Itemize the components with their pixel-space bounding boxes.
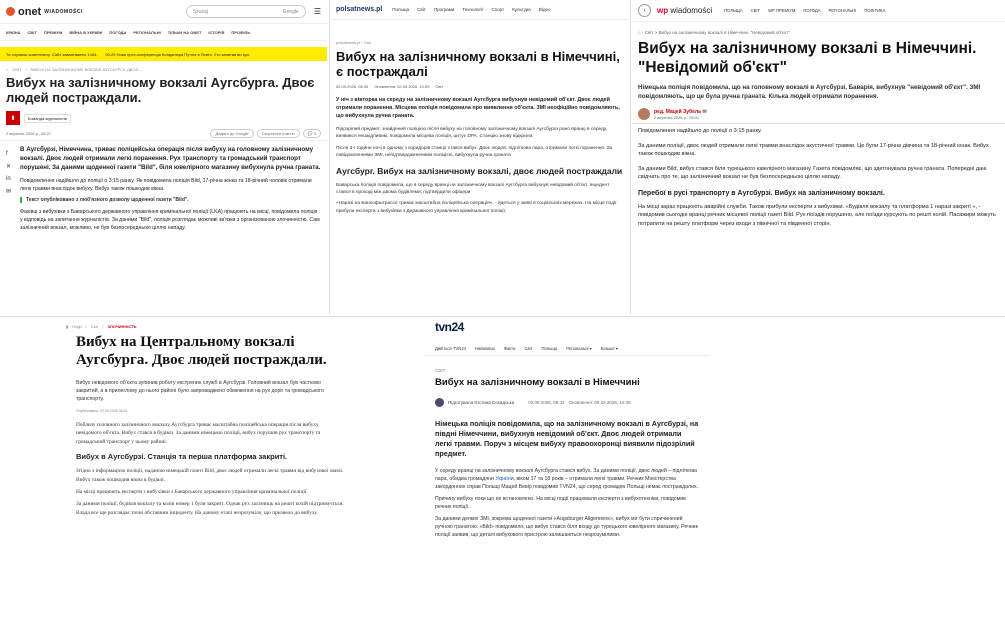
paragraph: Повідомлення надійшло до поліції о 3:15 ранку.: [638, 128, 762, 134]
serif-article-panel: [60, 318, 360, 620]
divider: [0, 316, 1005, 317]
polsat-logo[interactable]: polsatnews.pl: [336, 6, 383, 13]
comments-button[interactable]: 💬 3: [303, 129, 321, 138]
nav-item[interactable]: Найновіші: [475, 346, 495, 351]
x-icon[interactable]: ✕: [6, 164, 12, 170]
article-title: Вибух на залізничному вокзалі в Німеччині: [435, 377, 640, 388]
paragraph: За даними деяких ЗМІ, зокрема щоденної газети «Augsburger Allgemeine», вибух міг бути спричинений ручною гранатою. «Bild» повідомило, що вибух стався біля входу до турецького ювелірного магазину. Речник поліції заявив, що деталі вибухового пристрою залишаються незрозумілими.: [435, 516, 698, 538]
ukraine-link[interactable]: України: [495, 476, 514, 482]
onet-article-panel: [0, 0, 327, 314]
news-ticker[interactable]: Ти слухаєш коментатор. Сайт завантажено 1444. 00:25 Нова прес-конференція Бонданюра Путіна в Пекіні. Хто запитав ви про: [0, 47, 327, 61]
divider: [329, 0, 330, 314]
back-arrow-icon[interactable]: ‹: [638, 4, 651, 17]
onet-logo-icon: [6, 7, 15, 16]
publish-date: 2 вересня 2026 р., 06:27: [6, 131, 52, 136]
paragraph: Повідомлення надійшло до поліції о 3:15 ранку. Як повідомила поліція Bild, 17-річна жінка та 18-річний чоловік отримали легкі травми внаслідок вибуху. Вибух також пошкодив вікна.: [20, 178, 312, 192]
tvn24-logo[interactable]: tvn24: [435, 320, 464, 334]
nav-item[interactable]: WP ПРЕМІУМ: [768, 8, 796, 13]
source-note: Текст опубліковано з люб'язного дозволу щоденної газети "Bild".: [20, 197, 321, 203]
paragraph: У середу вранці на залізничному вокзалі Аугсбурга стався вибух. За даними поліції, двоє людей – підліткова пара, обидва громадяни України, віком 17 та 18 років – отримали легкі травми. Речник Міністерства закордонних справ Польщі Мацей Вевір повідомив TVN24, що серед громадян Польщі немає постраждалих.: [435, 468, 699, 490]
nav-item[interactable]: СВІТ: [27, 29, 37, 35]
onet-header: [0, 0, 327, 24]
paragraph: Причину вибуху поки що не встановлено. На місці події працювали експерти з вибухотехніки, повідомив речник поліції.: [435, 496, 686, 510]
nav-item[interactable]: ПРОФІЛЬ: [231, 29, 251, 35]
nav-item[interactable]: Технології: [462, 7, 484, 12]
article-meta: [0, 127, 327, 141]
nav-item[interactable]: ІСТОРІЯ: [208, 29, 225, 35]
author-name[interactable]: Підготувала Юстина Сохадська: [448, 400, 515, 405]
avatar: [638, 108, 650, 120]
article-title: Вибух на залізничному вокзалі в Німеччині. "Невідомий об'єкт": [638, 40, 977, 76]
article-lead: Вибух невідомого об'єкта зупинив роботу екстрених служб в Аугсбурзі. Головний вокзал був частково закритий, а в прилеглому до нього районі було запроваджено обмеження на рух доріг та громадського транспорту.: [76, 380, 324, 402]
breadcrumb: ⌂ СВІТ › ВИБУХ НА ЗАЛІЗНИЧНОМУ ВОКЗАЛІ АУГСБУРГА. ДВОЄ...: [6, 67, 142, 72]
nav-item[interactable]: ПОЛЬЩА: [724, 8, 743, 13]
wp-logo[interactable]: wp wiadomości: [657, 6, 713, 15]
nav-item[interactable]: ВІЙНА В УКРАЇНІ: [69, 29, 103, 35]
nav-item[interactable]: Світ: [524, 346, 533, 351]
paragraph: На місці зараз працюють аварійні служби. Також прибули експерти з вибухівки. «Будівля вокзалу та платформа 1 наразі закриті », - повідомив сьогодні вранці речник місцевої поліції газеті Bild. Рух поїздів порушено, але поїзди курсують по решті колій. Пасажири можуть потрапити на решту платформ через входи з північної та південної сторін.: [638, 203, 996, 227]
nav-item[interactable]: Спорт: [491, 7, 505, 12]
nav-item[interactable]: ПОЛІТИКА: [864, 8, 886, 13]
nav-item[interactable]: ПОГОДА: [109, 29, 127, 35]
breadcrumb: ⌂ › Світ > Вибух на залізничному вокзалі в Німеччині. "Невідомий об'єкт": [638, 30, 790, 35]
publish-date: 2 вересня 2026 р., 05:41: [654, 114, 700, 120]
publish-date: Опубліковано: 02.09.2026 06:15: [76, 409, 128, 413]
section-heading: Перебої в русі транспорту в Аугсбурзі. Вибух на залізничному вокзалі.: [638, 189, 885, 197]
nav-item[interactable]: Програми: [433, 7, 455, 12]
author-name[interactable]: Команда журналістів: [24, 114, 71, 123]
lock-icon: ▮: [66, 324, 69, 329]
paragraph: Після 3-ї години ночі в одному з коридорів станції стався вибух. Двоє людей, підліткова пара, отримали легкі поранення. За повідомленнями ЗМІ, непідтверджененими поліцією, вибухнула ручна граната: [336, 145, 613, 159]
nav-item[interactable]: Факти: [503, 346, 516, 351]
google-label: Google: [282, 8, 299, 15]
nav-item[interactable]: Відео: [538, 7, 551, 12]
menu-icon[interactable]: ☰: [313, 7, 321, 16]
tag-link[interactable]: Світ: [435, 84, 444, 89]
breadcrumb[interactable]: polsatnews.pl / Світ: [336, 40, 372, 45]
polsat-header: [332, 0, 628, 20]
onet-nav: [0, 24, 327, 41]
paragraph: Згідно з інформацією поліції, наданою німецькій газеті Bild, двоє людей отримали легкі травми від вибухової хвилі. Вибух також пошкодив вікна в будівлі.: [76, 468, 344, 483]
nav-item[interactable]: Культура: [512, 7, 531, 12]
nav-item[interactable]: РЕГІОНАЛЬНІ: [133, 29, 161, 35]
author-badge-icon: ▮: [6, 111, 20, 125]
paragraph: «Наразі на Банхофштрассе триває масштабна поліцейська операція», - йдеться у заяві в соціальних мережах. На місце події прибули експерти з вибухівки з Державного управління кримінальної поліції.: [336, 201, 617, 214]
section-heading: Аугсбург. Вибух на залізничному вокзалі, двоє людей постраждали: [336, 165, 623, 176]
nav-item[interactable]: Більше ▾: [600, 346, 618, 351]
author-name[interactable]: ред. Мацей Зубель ✉: [654, 108, 707, 115]
article-lead: У ніч з вівторка на середу на залізничному вокзалі Аугсбурга вибухнув невідомий об'єкт. Двоє людей отримали поранення. Місцева поліція повідомила про виявлення об'єкта. ЗМІ неофіційно повідомляють, що вибухнула ручна граната.: [336, 97, 620, 119]
avatar: [435, 398, 444, 407]
article-meta: 02.09.2026, 06:35 Оновлення: 02.09.2026, 10:59 Світ: [336, 84, 444, 89]
search-input[interactable]: Szukaj Google: [186, 5, 306, 18]
divider: [630, 0, 631, 314]
section-label[interactable]: СВІТ: [435, 368, 446, 373]
breadcrumb: ▮ Події / Світ / ЗЛОЧИННІСТЬ: [66, 324, 137, 329]
nav-item[interactable]: РЕГІОНАЛЬНІ: [828, 8, 857, 13]
nav-item[interactable]: ПОГОДА: [803, 8, 821, 13]
tvn-nav: [425, 336, 710, 356]
email-icon[interactable]: ✉: [6, 189, 12, 195]
add-to-google-button[interactable]: Додати до Google: [210, 129, 253, 138]
author-row: [632, 105, 1005, 124]
nav-item[interactable]: Регіональні ▾: [566, 346, 592, 351]
shorten-article-button[interactable]: Скоротити статтю: [257, 129, 300, 138]
nav-item[interactable]: Польща: [392, 7, 410, 12]
nav-item[interactable]: ПРЕМІУМ: [43, 29, 63, 35]
onet-logo[interactable]: onet WIADOMOŚCI: [6, 6, 83, 18]
tvn24-article-panel: [425, 318, 710, 620]
section-heading: Вибух в Аугсбурзі. Станція та перша платформа закриті.: [76, 452, 288, 462]
article-title: Вибух на залізничному вокзалі Аугсбурга. Двоє людей постраждали.: [6, 75, 315, 105]
nav-item[interactable]: КРАЇНА: [6, 29, 21, 35]
wp-nav: [724, 8, 885, 13]
article-title: Вибух на Центральному вокзалі Аугсбурга. Двоє людей постраждали.: [76, 334, 327, 368]
paragraph: Баварська поліція повідомила, що в середу вранці на залізничному вокзалі Аугсбурга вибухнув невідомий об'єкт. Інцидент стався в проході між двома будівлями; підтвердили офіцери: [336, 182, 610, 196]
paragraph: На місці працюють експерти з вибухівки з Баварського державного управління кримінальної поліції.: [76, 489, 308, 496]
social-share: [6, 145, 14, 236]
article-lead: В Аугсбурзі, Німеччина, триває поліцейська операція після вибуху на головному залізничному вокзалі. Двоє людей отримали легкі поранення. Рух транспорту та громадський транспорт порушені. За даними щоденної газети "Bild", біля ювелірного магазину вибухнула ручна граната.: [20, 146, 321, 171]
article-title: Вибух на залізничному вокзалі в Німеччині, є постраждалі: [336, 49, 620, 79]
facebook-icon[interactable]: f: [6, 151, 8, 157]
wp-header: [632, 0, 1005, 22]
article-lead: Німецька поліція повідомила, що на залізничному вокзалі в Аугсбурзі, на півдні Німеччини, вибухнув невідомий об'єкт. Двоє людей отримали легкі травми. Поруч з місцем вибуху правоохоронці виявили підозрілий предмет.: [435, 419, 699, 458]
paragraph: За даними поліції, двоє людей отримали легкі травми внаслідок акустичної травми. Це були 17-річна дівчина та 18-річний юнак. Вибух також пошкодив вікна.: [638, 142, 989, 157]
nav-item[interactable]: СВІТ: [750, 8, 761, 13]
wp-article-panel: [632, 0, 1005, 314]
home-icon[interactable]: ⌂ ›: [638, 30, 645, 35]
author-row: [0, 109, 327, 127]
nav-item[interactable]: Світ: [417, 7, 426, 12]
mail-icon[interactable]: ✉: [702, 108, 707, 115]
nav-item[interactable]: Польща: [541, 346, 558, 351]
polsat-nav: [392, 7, 550, 12]
article-lead: Німецька поліція повідомила, що на головному вокзалі в Аугсбурзі, Баварія, вибухнув "невідомий об'єкт". ЗМІ повідомляють, що це була ручна граната. Кілька людей отримали поранення.: [638, 84, 981, 100]
nav-item[interactable]: ТІЛЬКИ НА ONET: [167, 29, 202, 35]
paragraph: Фахівці з вибухівки з Баварського державного управління кримінальної поліції (LKA) працюють на місці, повідомила поліція у відповідь на запитання журналістів. За даними "Bild", поліція розглядає можливі зв'язки з організованою злочинністю. Сам залізничний вокзал, можливо, не був безпосередньою ціллю нападу.: [20, 209, 320, 231]
publish-date: 02.09.2026, 06:42: [528, 400, 565, 405]
paragraph: Підозрілий предмет, знайдений поліцією після вибуху на головному залізничному вокзалі Аугсбурга рано вранці в середу, виявився нешкідливим, повідомила місцева поліція, цитує DPA. Станцію знову відкрили.: [336, 127, 608, 140]
paragraph: За даними Bild, вибух стався біля турецького ювелірного магазину. Газета повідомляє, що здетонувала ручна граната. Попередні дані свідчать про те, що залізничний вокзал не був безпосередньою ціллю нападу.: [638, 165, 987, 180]
home-icon[interactable]: ⌂: [6, 67, 9, 72]
paragraph: Поблизу головного залізничного вокзалу Аугсбурга триває масштабна поліцейська операція після вибуху невідомого об'єкта. Вибух стався в будівлі. За даними німецької поліції, вибух порушив рух транспорту та громадський транспорт у цьому районі.: [76, 422, 321, 445]
linkedin-icon[interactable]: in: [6, 176, 11, 182]
polsat-article-panel: [332, 0, 628, 314]
paragraph: За даними поліції, будівля вокзалу та колія номер 1 були закриті. Однак рух залізниць на решті колій підтримується. Влада все ще розглядає точні обставини інциденту. На даному етапі незрозуміло, що призвело до вибуху.: [76, 501, 344, 516]
author-row: [425, 398, 710, 415]
article-body: [0, 141, 327, 240]
update-date: Оновлення: 09.02.2026, 10:35: [568, 400, 631, 405]
nav-item[interactable]: Дивіться TVN24: [435, 346, 466, 351]
